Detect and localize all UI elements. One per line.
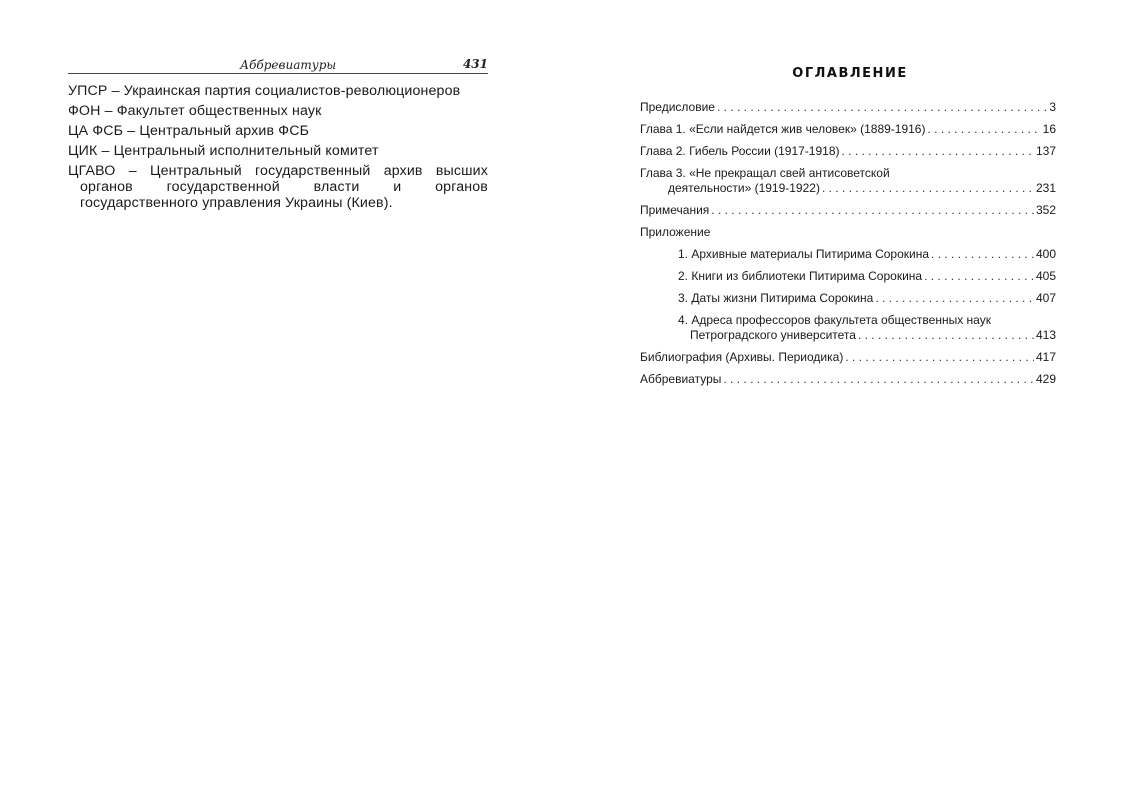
dot-leader bbox=[845, 350, 1034, 365]
toc-entry-page: 16 bbox=[1042, 122, 1056, 136]
toc-entry-page: 231 bbox=[1035, 181, 1056, 195]
toc-entry-chapter-3[interactable] bbox=[640, 166, 1056, 196]
toc-entry-page: 3 bbox=[1049, 100, 1056, 114]
toc-entry-appendix-3[interactable] bbox=[640, 291, 1056, 306]
page-number: 431 bbox=[462, 57, 488, 71]
toc-entry-title: 2. Книги из библиотеки Питирима Сорокина bbox=[678, 269, 923, 283]
table-of-contents bbox=[640, 100, 1056, 394]
abbreviation-cik: ЦИК – Центральный исполнительный комитет bbox=[68, 143, 379, 159]
toc-entry-chapter-2[interactable] bbox=[640, 144, 1056, 159]
dot-leader bbox=[711, 203, 1034, 218]
toc-entry-bibliography[interactable] bbox=[640, 350, 1056, 365]
toc-entry-title-line-2: деятельности» (1919-1922) bbox=[668, 181, 820, 195]
toc-entry-page: 405 bbox=[1035, 269, 1056, 283]
toc-entry-page: 137 bbox=[1035, 144, 1056, 158]
toc-entry-title-line-2: Петроградского университета bbox=[690, 328, 856, 342]
toc-entry-title: Глава 2. Гибель России (1917-1918) bbox=[640, 144, 840, 158]
abbreviation-cgavo: ЦГАВО – Центральный государственный архив высших органов государственной власти и органов государственного управления Украины (Киев). bbox=[68, 163, 488, 211]
toc-entry-appendix-1[interactable] bbox=[640, 247, 1056, 262]
toc-entry-title: Глава 1. «Если найдется жив человек» (1889-1916) bbox=[640, 122, 926, 136]
toc-entry-page: 429 bbox=[1035, 372, 1056, 386]
toc-entry-title: 3. Даты жизни Питирима Сорокина bbox=[678, 291, 874, 305]
toc-entry-page: 352 bbox=[1035, 203, 1056, 217]
toc-entry-notes[interactable] bbox=[640, 203, 1056, 218]
toc-entry-page: 407 bbox=[1035, 291, 1056, 305]
toc-entry-title: Примечания bbox=[640, 203, 710, 217]
abbreviation-list bbox=[68, 83, 488, 215]
dot-leader bbox=[858, 328, 1034, 343]
toc-entry-title: Предисловие bbox=[640, 100, 715, 114]
dot-leader bbox=[717, 100, 1047, 115]
toc-entry-page: 400 bbox=[1035, 247, 1056, 261]
toc-entry-title: Аббревиатуры bbox=[640, 372, 722, 386]
toc-entry-title: 1. Архивные материалы Питирима Сорокина bbox=[678, 247, 930, 261]
toc-entry-page: 417 bbox=[1035, 350, 1056, 364]
dot-leader bbox=[924, 269, 1034, 284]
toc-entry-preface[interactable] bbox=[640, 100, 1056, 115]
running-head bbox=[68, 56, 488, 74]
toc-entry-title-line-1: 4. Адреса профессоров факультета общественных наук bbox=[678, 313, 991, 327]
abbreviation-upsr: УПСР – Украинская партия социалистов-революционеров bbox=[68, 83, 461, 99]
dot-leader bbox=[927, 122, 1040, 137]
toc-heading: ОГЛАВЛЕНИЕ bbox=[792, 66, 908, 81]
toc-entry-appendix-2[interactable] bbox=[640, 269, 1056, 284]
toc-entry-title-line-1: Глава 3. «Не прекращал свей антисоветской bbox=[640, 166, 890, 180]
toc-entry-appendix[interactable] bbox=[640, 225, 1056, 240]
abbreviation-ca-fsb: ЦА ФСБ – Центральный архив ФСБ bbox=[68, 123, 310, 139]
dot-leader bbox=[875, 291, 1034, 306]
toc-entry-page: 413 bbox=[1035, 328, 1056, 342]
dot-leader bbox=[931, 247, 1034, 262]
running-title: Аббревиатуры bbox=[240, 58, 337, 72]
toc-entry-title: Приложение bbox=[640, 225, 711, 239]
toc-entry-chapter-1[interactable] bbox=[640, 122, 1056, 137]
right-page bbox=[564, 0, 1128, 800]
toc-entry-title: Библиография (Архивы. Периодика) bbox=[640, 350, 844, 364]
toc-entry-abbreviations[interactable] bbox=[640, 372, 1056, 387]
dot-leader bbox=[842, 144, 1034, 159]
dot-leader bbox=[822, 181, 1034, 196]
toc-entry-appendix-4[interactable] bbox=[640, 313, 1056, 343]
dot-leader bbox=[723, 372, 1034, 387]
abbreviation-fon: ФОН – Факультет общественных наук bbox=[68, 103, 322, 119]
